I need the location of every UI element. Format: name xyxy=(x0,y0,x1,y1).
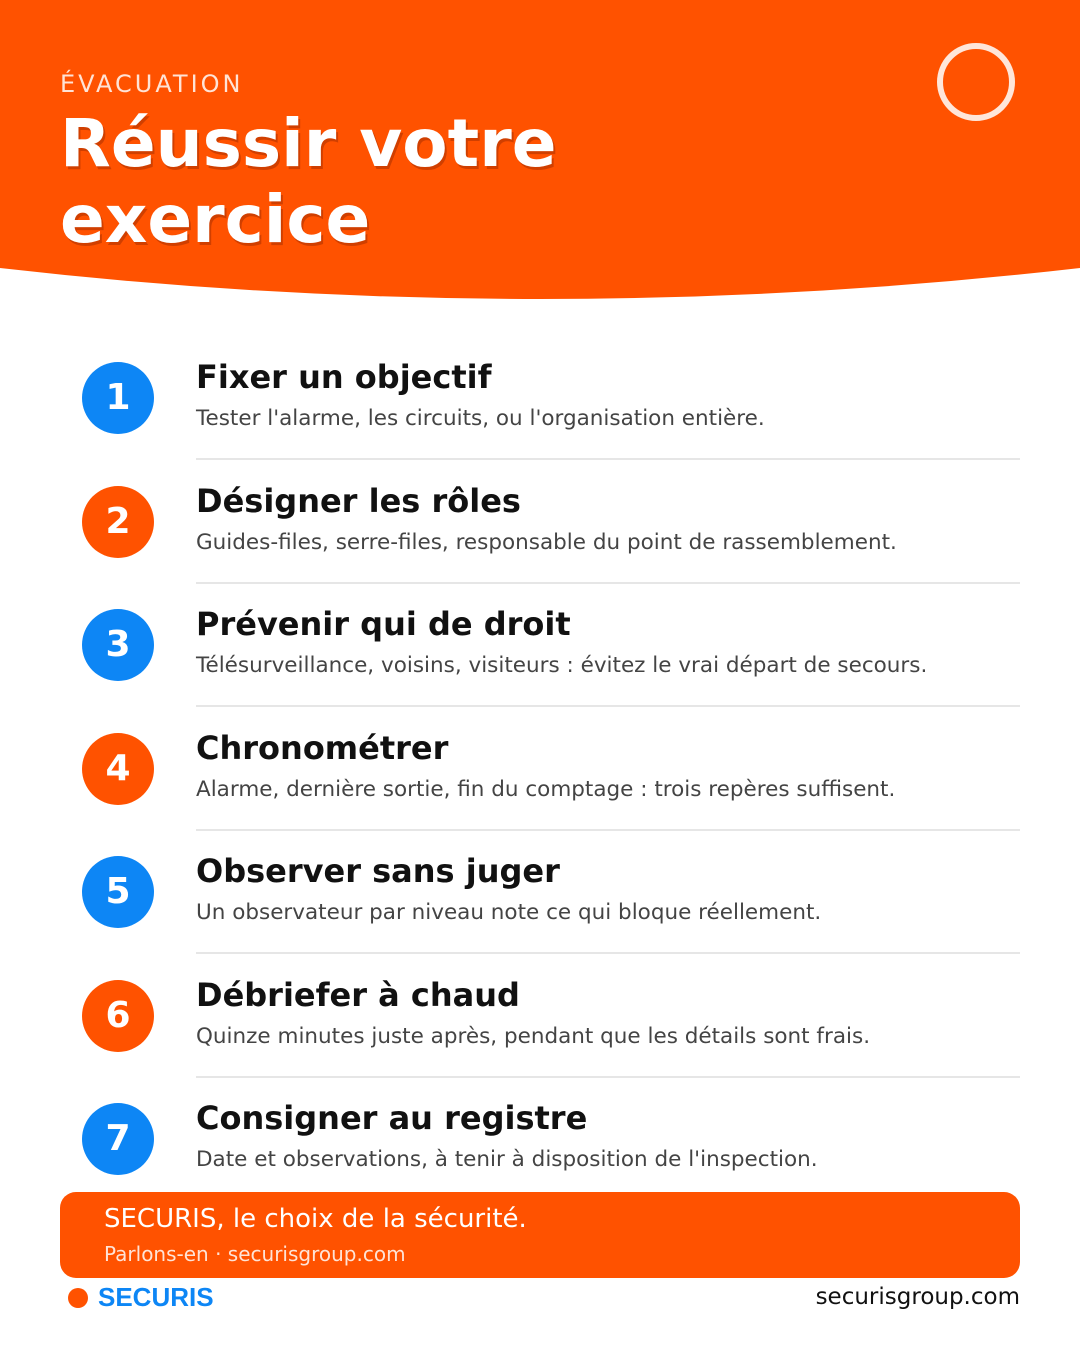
header-banner xyxy=(0,0,1080,300)
header-eyebrow: ÉVACUATION xyxy=(60,70,244,98)
step-title: Observer sans juger xyxy=(196,852,560,890)
step-description: Guides-files, serre-files, responsable du point de rassemblement. xyxy=(196,529,897,555)
step-number-badge: 2 xyxy=(82,486,154,558)
list-item xyxy=(0,583,1080,706)
step-number-badge: 5 xyxy=(82,856,154,928)
step-description: Un observateur par niveau note ce qui bloque réellement. xyxy=(196,900,822,925)
list-item xyxy=(0,830,1080,953)
list-item xyxy=(0,1077,1080,1200)
step-description: Alarme, dernière sortie, fin du comptage : trois repères suffisent. xyxy=(196,776,896,802)
step-title: Désigner les rôles xyxy=(196,481,521,520)
step-title: Chronométrer xyxy=(196,728,449,767)
step-description: Télésurveillance, voisins, visiteurs : évitez le vrai départ de secours. xyxy=(196,653,928,678)
page-title-line2: exercice xyxy=(60,181,371,258)
list-item xyxy=(0,460,1080,583)
step-number-badge: 3 xyxy=(82,609,154,681)
step-description: Quinze minutes juste après, pendant que les détails sont frais. xyxy=(196,1023,871,1049)
step-title: Consigner au registre xyxy=(196,1099,588,1137)
page-title-line1: Réussir votre xyxy=(60,105,557,182)
step-title: Prévenir qui de droit xyxy=(196,605,571,643)
footer-url[interactable]: securisgroup.com xyxy=(815,1284,1020,1310)
page-title xyxy=(60,106,760,258)
cta-main-text: SECURIS, le choix de la sécurité. xyxy=(104,1204,527,1234)
step-description: Tester l'alarme, les circuits, ou l'organisation entière. xyxy=(196,406,765,431)
step-description: Date et observations, à tenir à disposition de l'inspection. xyxy=(196,1147,818,1172)
step-title: Fixer un objectif xyxy=(196,358,492,396)
brand-logo: SECURIS xyxy=(98,1282,214,1312)
ring-icon xyxy=(937,43,1015,121)
step-number-badge: 7 xyxy=(82,1103,154,1175)
cta-banner[interactable] xyxy=(60,1192,1020,1278)
list-item xyxy=(0,336,1080,459)
step-number-badge: 1 xyxy=(82,362,154,434)
cta-sub-text: Parlons-en · securisgroup.com xyxy=(104,1242,406,1266)
step-title: Débriefer à chaud xyxy=(196,975,520,1014)
list-item xyxy=(0,954,1080,1077)
list-item xyxy=(0,707,1080,830)
step-number-badge: 6 xyxy=(82,980,154,1052)
step-number-badge: 4 xyxy=(82,733,154,805)
brand-dot-icon xyxy=(68,1288,88,1308)
